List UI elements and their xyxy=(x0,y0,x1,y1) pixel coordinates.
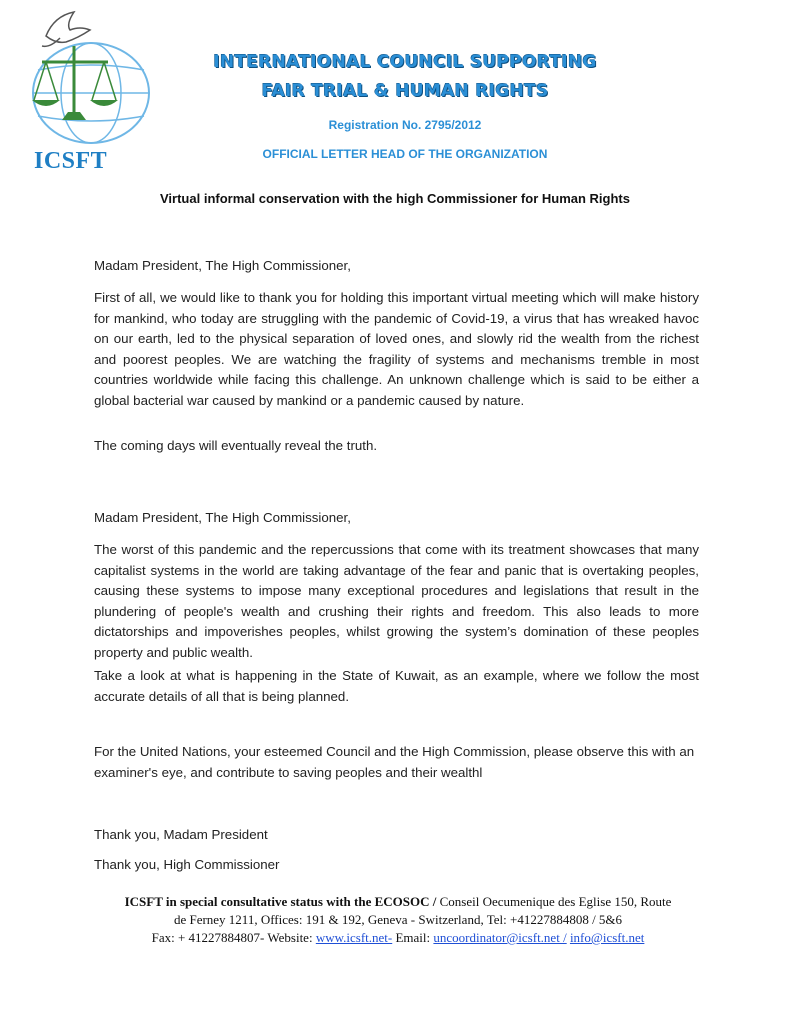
footer-address1: Conseil Oecumenique des Eglise 150, Route xyxy=(436,894,672,909)
logo-text: ICSFT xyxy=(34,148,108,174)
paragraph-pandemic: The worst of this pandemic and the repercussions that come with its treatment showcases that many capitalist systems in the world are taking advantage of the fear and panic that is overtaking peoples, causing these systems to impose many exceptional procedures and legislations that result in the plundering of people's wealth and crushing their rights and freedom. This also leads to more dictatorships and impoverishes peoples, whilst growing the system’s domination of these peoples property and public wealth. xyxy=(94,542,699,660)
organization-name-line1: INTERNATIONAL COUNCIL SUPPORTING xyxy=(213,52,597,72)
salutation: Madam President, The High Commissioner, xyxy=(94,258,351,273)
closing-high-commissioner: Thank you, High Commissioner xyxy=(94,857,280,872)
organization-name-line2: FAIR TRIAL & HUMAN RIGHTS xyxy=(261,81,549,101)
paragraph-truth: The coming days will eventually reveal the truth. xyxy=(94,438,378,453)
letter-footer xyxy=(78,893,718,947)
footer-address2: de Ferney 1211, Offices: 191 & 192, Geneva - Switzerland, Tel: +41227884808 / 5&6 xyxy=(173,912,623,927)
paragraph-united-nations: For the United Nations, your esteemed Council and the High Commission, please observe this with an examiner's eye, and contribute to saving peoples and their wealthl xyxy=(94,744,695,780)
email-link-coordinator[interactable]: uncoordinator@icsft.net / xyxy=(433,930,567,945)
footer-line3 xyxy=(78,929,718,947)
official-letterhead-label: OFFICIAL LETTER HEAD OF THE ORGANIZATION xyxy=(262,147,548,161)
organization-logo xyxy=(16,8,156,174)
footer-line1 xyxy=(78,893,718,911)
dove-scales-globe-icon xyxy=(16,8,156,148)
registration-number: Registration No. 2795/2012 xyxy=(328,118,482,132)
paragraph-intro: First of all, we would like to thank you for holding this important virtual meeting which will make history for mankind, who today are struggling with the pandemic of Covid-19, a virus that has wreaked havoc on our earth, led to the physical separation of loved ones, and slowly rid the wealth from the richest and poorest peoples. We are watching the fragility of systems and mechanisms tremble in most countries worldwide while facing this challenge. An unknown challenge which is said to be either a global bacterial war caused by mankind or a pandemic caused by nature. xyxy=(94,290,699,408)
email-link-info[interactable]: info@icsft.net xyxy=(569,930,645,945)
website-link[interactable]: www.icsft.net- xyxy=(315,930,393,945)
footer-email-label: Email: xyxy=(392,930,434,945)
paragraph-kuwait: Take a look at what is happening in the State of Kuwait, as an example, where we follow the most accurate details of all that is being planned. xyxy=(94,668,699,704)
closing-madam-president: Thank you, Madam President xyxy=(94,827,268,842)
salutation-second: Madam President, The High Commissioner, xyxy=(94,510,351,525)
footer-status: ICSFT in special consultative status with the ECOSOC / xyxy=(124,894,437,909)
footer-fax: Fax: + 41227884807- Website: xyxy=(151,930,316,945)
letter-subject: Virtual informal conservation with the high Commissioner for Human Rights xyxy=(160,191,630,206)
